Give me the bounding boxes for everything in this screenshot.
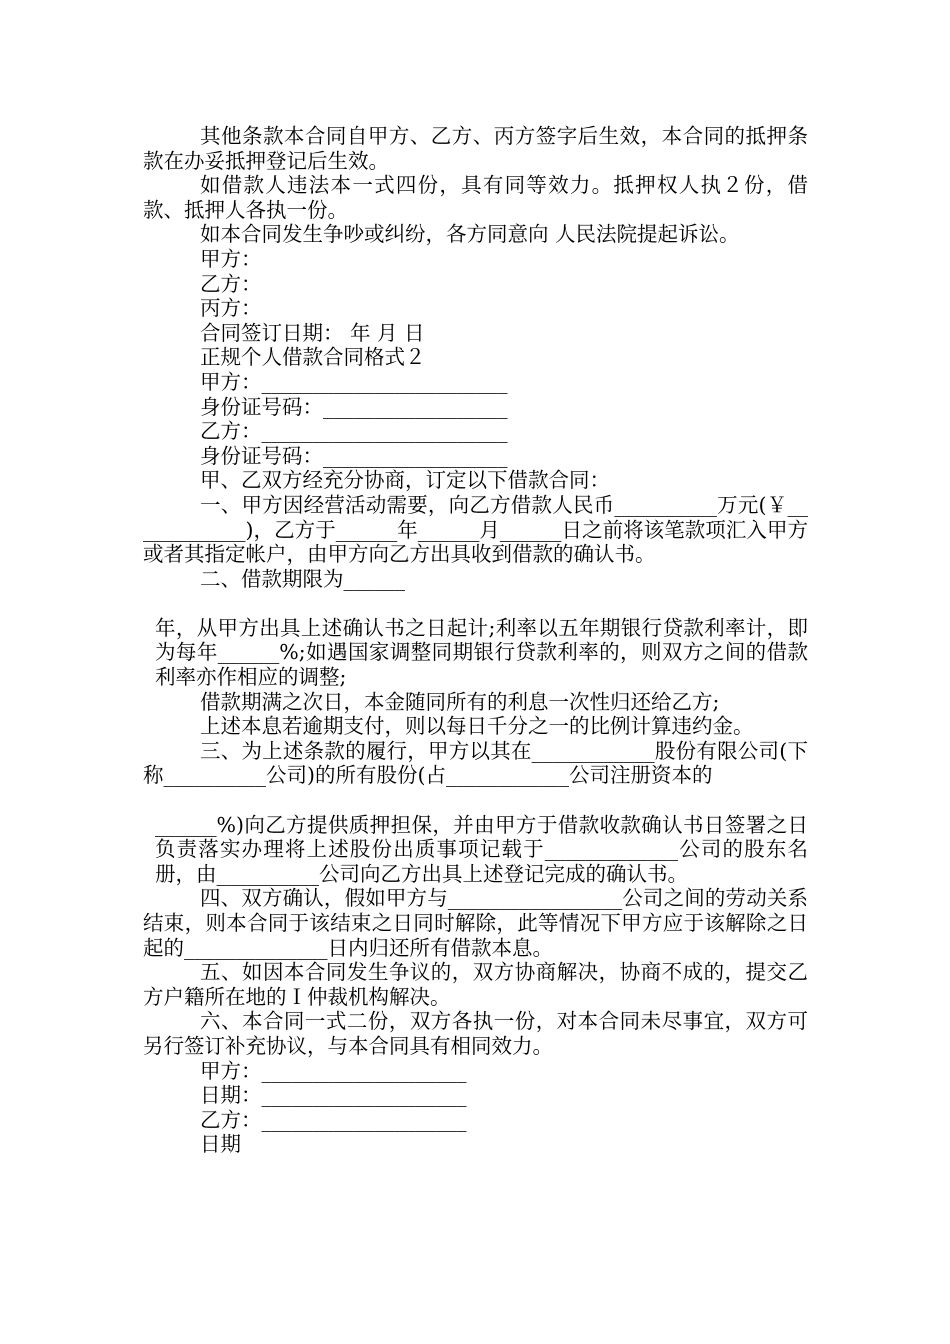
clause-penalty: 上述本息若逾期支付，则以每日千分之一的比例计算违约金。 bbox=[200, 714, 754, 739]
signature-party-a: 甲方：____________________ bbox=[200, 1058, 467, 1083]
signature-date-a: 日期：____________________ bbox=[200, 1083, 467, 1108]
contract-text bbox=[143, 124, 808, 1157]
clause-copies: 如借款人违法本一式四份，具有同等效力。抵押权人执２份，借款、抵押人各执一份。 bbox=[143, 173, 808, 222]
signature-party-b: 乙方：____________________ bbox=[200, 1107, 467, 1132]
party-a-label: 甲方： bbox=[200, 246, 262, 271]
party-b-label: 乙方： bbox=[200, 271, 262, 296]
party-a-id-field: 身份证号码：__________________ bbox=[200, 394, 508, 419]
clause-6-copies: 六、本合同一式二份，双方各执一份，对本合同未尽事宜，双方可另行签订补充协议，与本合同具有相同效力。 bbox=[143, 1009, 808, 1058]
party-b-field: 乙方：________________________ bbox=[200, 419, 508, 444]
signing-date: 合同签订日期： 年 月 日 bbox=[200, 320, 425, 345]
party-c-label: 丙方： bbox=[200, 296, 262, 321]
clause-effectiveness: 其他条款本合同自甲方、乙方、丙方签字后生效，本合同的抵押条款在办妥抵押登记后生效。 bbox=[143, 124, 808, 173]
clause-3-pledge: 三、为上述条款的履行，甲方以其在____________股份有限公司(下称__________公司)的所有股份(占____________公司注册资本的 bbox=[143, 738, 808, 788]
party-b-id-field: 身份证号码：__________________ bbox=[200, 443, 508, 468]
clause-3-pledge-continued: ______%)向乙方提供质押担保，并由甲方于借款收款确认书日签署之日负责落实办理将上述股份出质事项记载于_____________公司的股东名册，由__________公司向乙方出具上述登记完成的确认书。 bbox=[155, 812, 808, 886]
contract-intro: 甲、乙双方经充分协商，订定以下借款合同： bbox=[200, 468, 610, 493]
blank-line bbox=[143, 591, 808, 616]
clause-5-arbitration: 五、如因本合同发生争议的，双方协商解决，协商不成的，提交乙方户籍所在地的Ｉ仲裁机构解决。 bbox=[143, 960, 808, 1009]
clause-dispute: 如本合同发生争吵或纠纷，各方同意向 人民法院提起诉讼。 bbox=[200, 222, 740, 247]
signature-date-b: 日期 bbox=[200, 1132, 241, 1157]
clause-4-termination: 四、双方确认，假如甲方与_________________公司之间的劳动关系结束，则本合同于该结束之日同时解除，此等情况下甲方应于该解除之日起的______________日内归还所有借款本息。 bbox=[143, 886, 808, 960]
party-a-field: 甲方：________________________ bbox=[200, 369, 508, 394]
blank-line bbox=[143, 788, 808, 813]
clause-1-loan-amount: 一、甲方因经营活动需要，向乙方借款人民币__________万元(￥____________)，乙方于______年______月______日之前将该笔款项汇入甲方或者其指定帐户，由甲方向乙方出具收到借款的确认书。 bbox=[143, 492, 808, 567]
clause-repayment: 借款期满之次日，本金随同所有的利息一次性归还给乙方; bbox=[200, 689, 720, 714]
clause-2-interest: 年，从甲方出具上述确认书之日起计;利率以五年期银行贷款利率计，即为每年______%;如遇国家调整同期银行贷款利率的，则双方之间的借款利率亦作相应的调整; bbox=[155, 615, 808, 690]
clause-2-loan-term: 二、借款期限为______ bbox=[200, 566, 405, 591]
section-title: 正规个人借款合同格式２ bbox=[200, 345, 426, 370]
